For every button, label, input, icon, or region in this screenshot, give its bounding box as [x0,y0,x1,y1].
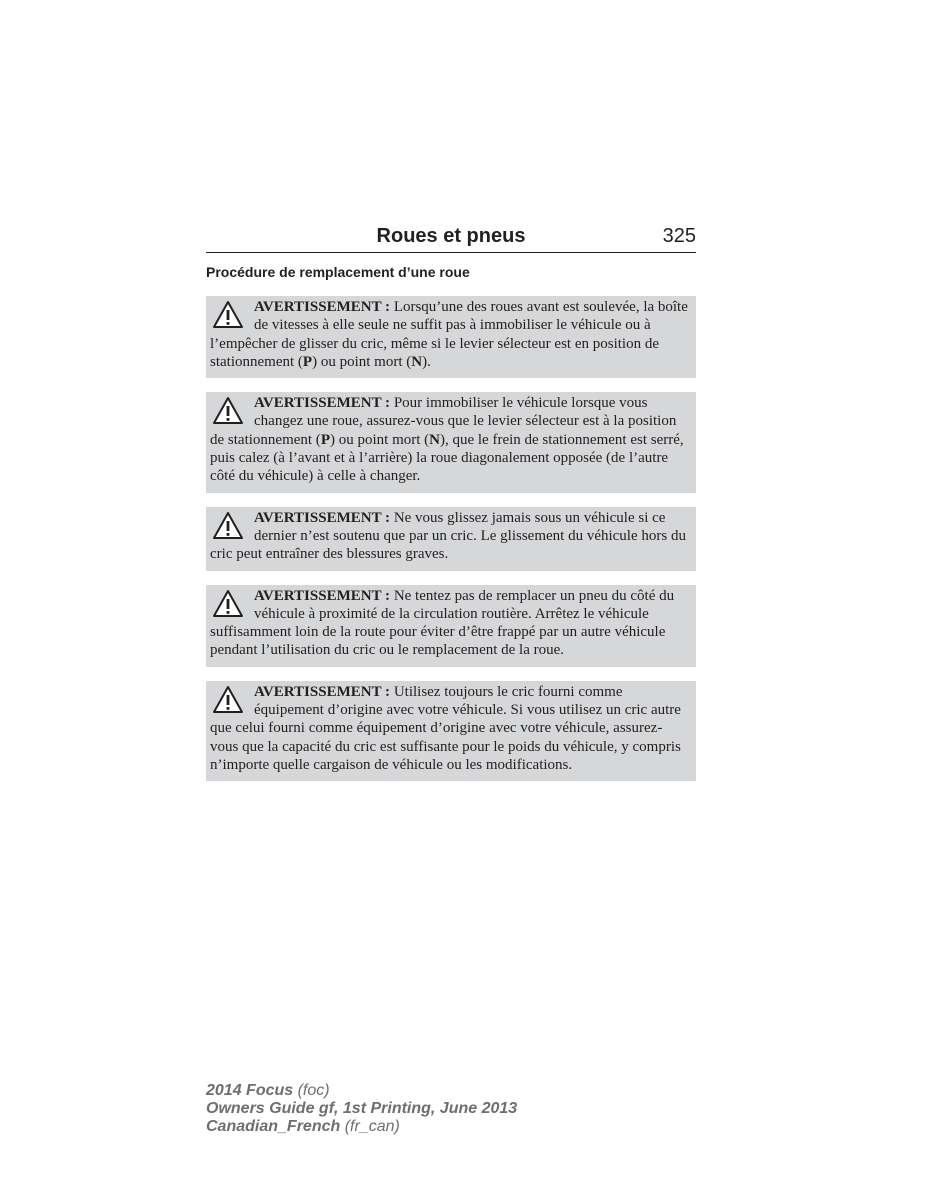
gear-position-n: N [411,353,423,370]
footer-model-code: (foc) [293,1082,330,1099]
warning-label: AVERTISSEMENT : [254,683,391,700]
page-content [206,222,696,795]
chapter-title: Roues et pneus [376,225,526,247]
footer-model-line [206,1082,517,1100]
warning-text: Lorsqu’une des roues avant est soulevée, la boîte de vitesses à elle seule ne suffit pas à immobiliser le véhicule ou à l’empêcher de glisser du cric, même si le levier sélecteur est en position de stationnement ( [210,299,688,370]
warning-triangle-icon [212,511,244,541]
footer-language-line [206,1118,517,1136]
section-heading: Procédure de remplacement d’une roue [206,264,470,280]
footer-model: 2014 Focus [206,1082,294,1099]
gear-position-p: P [302,353,313,370]
warning-box [206,392,696,492]
footer-guide-line [206,1100,517,1118]
warning-text: Utilisez toujours le cric fourni comme équipement d’origine avec votre véhicule. Si vous utilisez un cric autre que celui fourni comme équipement d’origine avec votre véhicule, assurez-vous que la capacité du cric est suffisante pour le poids du véhicule, y compris n’importe quelle cargaison de véhicule ou les modifications. [210,683,681,773]
page-header [206,222,696,253]
warning-text: Ne tentez pas de remplacer un pneu du côté du véhicule à proximité de la circulation routière. Arrêtez le véhicule suffisamment loin de la route pour éviter d’être frappé par un autre véhicule pendant l’utilisation du cric ou le remplacement de la roue. [210,587,675,659]
warning-text: ). [422,353,431,370]
warning-text: ) ou point mort ( [312,353,412,370]
page-footer [206,1082,517,1136]
warning-triangle-icon [212,685,244,715]
warning-box [206,681,696,781]
gear-position-p: P [320,431,330,448]
warning-triangle-icon [212,300,244,330]
warning-triangle-icon [212,396,244,426]
warning-label: AVERTISSEMENT : [254,299,391,315]
warning-triangle-icon [212,589,244,619]
warning-text: Ne vous glissez jamais sous un véhicule si ce dernier n’est soutenu que par un cric. Le glissement du véhicule hors du cric peut entraîner des blessures graves. [210,509,686,563]
warning-box [206,585,696,667]
warnings-list [206,296,696,781]
footer-language: Canadian_French [206,1118,341,1135]
warning-label: AVERTISSEMENT : [254,587,391,604]
warning-label: AVERTISSEMENT : [254,395,391,412]
gear-position-n: N [429,431,440,448]
warning-text: ), que le frein de stationnement est serré, puis calez (à l’avant et à l’arrière) la roue diagonalement opposée (de l’autre côté du véhicule) à celle à changer. [210,431,684,485]
footer-guide: Owners Guide gf, 1st Printing, June 2013 [206,1100,518,1117]
footer-language-code: (fr_can) [340,1118,400,1135]
warning-box [206,507,696,571]
warning-text: Pour immobiliser le véhicule lorsque vous changez une roue, assurez-vous que le levier sélecteur est à la position de stationnement ( [210,395,677,448]
warning-label: AVERTISSEMENT : [254,509,391,526]
warning-box [206,296,696,378]
warning-text: ) ou point mort ( [329,431,430,448]
page-number: 325 [662,225,696,247]
